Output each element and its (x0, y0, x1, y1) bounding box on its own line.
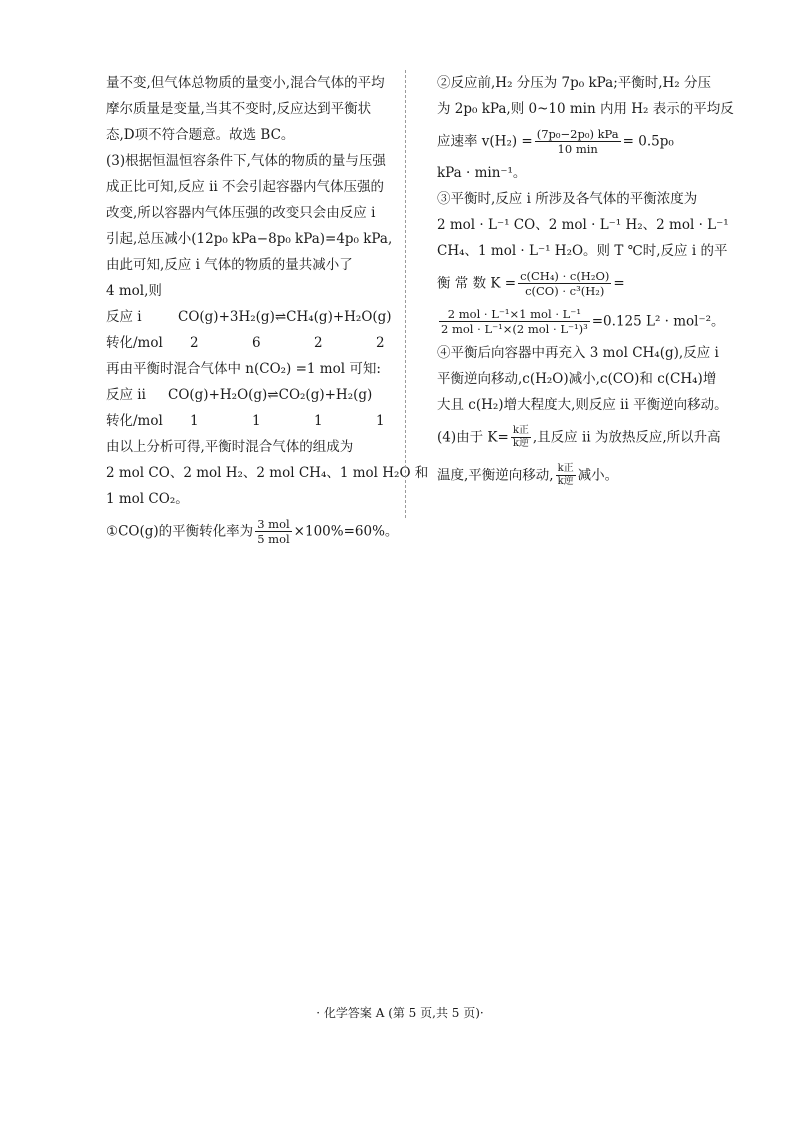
formula-text: ①CO(g)的平衡转化率为 (106, 523, 254, 540)
text-line: 引起,总压减小(12p₀ kPa−8p₀ kPa)=4p₀ kPa, (106, 231, 393, 247)
fraction-denominator: 5 mol (257, 532, 290, 546)
column-divider (405, 70, 406, 518)
equilibrium-constant-line (437, 264, 729, 302)
fraction-numerator: (7p₀−2p₀) kPa (536, 127, 619, 141)
fraction-numerator: k正 (512, 425, 529, 436)
text-line: 量不变,但气体总物质的量变小,混合气体的平均 (106, 75, 385, 91)
text-line: kPa · min⁻¹。 (437, 165, 527, 181)
reaction-i-conversion-row (106, 330, 396, 356)
fraction (556, 463, 576, 488)
fraction-numerator: c(CH₄) · c(H₂O) (520, 269, 610, 283)
fraction-denominator: k逆 (557, 476, 574, 487)
fraction-numerator: k正 (557, 463, 574, 474)
conversion-value: 6 (252, 335, 261, 351)
fraction-numerator: 3 mol (257, 517, 290, 531)
reaction-ii-conversion-row (106, 408, 396, 434)
text-line: (3)根据恒温恒容条件下,气体的物质的量与压强 (106, 153, 386, 169)
conversion-value: 1 (314, 413, 323, 429)
page-footer: · 化学答案 A (第 5 页,共 5 页)· (316, 1006, 484, 1020)
left-column (106, 70, 429, 550)
formula-text: 衡 常 数 K = (437, 275, 517, 292)
rate-formula-line (437, 122, 729, 160)
formula-text: = (613, 275, 625, 292)
text-line: 改变,所以容器内气体压强的改变只会由反应 ⅰ (106, 205, 376, 221)
equilibrium-value-line (437, 302, 729, 340)
fraction-denominator: 2 mol · L⁻¹×(2 mol · L⁻¹)³ (441, 322, 588, 336)
conversion-value: 2 (376, 335, 385, 351)
conversion-value: 2 (190, 335, 199, 351)
text-line: 由此可知,反应 ⅰ 气体的物质的量共减小了 (106, 257, 353, 273)
reaction-equation: CO(g)+3H₂(g)⇌CH₄(g)+H₂O(g) (178, 309, 392, 325)
rate-constant-line (437, 418, 729, 456)
text-line: 4 mol,则 (106, 283, 162, 299)
fraction-denominator: c(CO) · c³(H₂) (525, 284, 605, 298)
formula-text: 减小。 (577, 467, 619, 484)
reaction-i-equation (106, 304, 396, 330)
reaction-label: 反应 ⅱ (106, 387, 146, 403)
text-line: 由以上分析可得,平衡时混合气体的组成为 (106, 439, 354, 455)
conversion-value: 2 (314, 335, 323, 351)
text-line: 摩尔质量是变量,当其不变时,反应达到平衡状 (106, 101, 372, 117)
formula-text: (4)由于 K= (437, 429, 509, 446)
text-line: 2 mol CO、2 mol H₂、2 mol CH₄、1 mol H₂O 和 (106, 465, 429, 481)
fraction-numerator: 2 mol · L⁻¹×1 mol · L⁻¹ (439, 307, 590, 322)
formula-text: = 0.5p₀ (622, 133, 674, 150)
text-line: 大且 c(H₂)增大程度大,则反应 ⅱ 平衡逆向移动。 (437, 397, 728, 413)
conversion-label: 转化/mol (106, 335, 163, 351)
text-line: ②反应前,H₂ 分压为 7p₀ kPa;平衡时,H₂ 分压 (437, 75, 712, 91)
text-line: 1 mol CO₂。 (106, 491, 189, 507)
conversion-rate-line (106, 512, 399, 550)
conversion-value: 1 (190, 413, 199, 429)
reaction-label: 反应 ⅰ (106, 309, 142, 325)
formula-text: ,且反应 ⅱ 为放热反应,所以升高 (532, 429, 721, 446)
fraction (255, 517, 291, 546)
reaction-equation: CO(g)+H₂O(g)⇌CO₂(g)+H₂(g) (168, 387, 373, 403)
fraction (518, 269, 611, 298)
text-line: 态,D项不符合题意。故选 BC。 (106, 127, 295, 143)
text-line: ④平衡后向容器中再充入 3 mol CH₄(g),反应 ⅰ (437, 345, 719, 361)
text-line: ③平衡时,反应 ⅰ 所涉及各气体的平衡浓度为 (437, 191, 698, 207)
fraction (511, 425, 531, 450)
conversion-value: 1 (376, 413, 385, 429)
conclusion-line (437, 456, 729, 494)
conversion-label: 转化/mol (106, 413, 163, 429)
reaction-ii-equation (106, 382, 396, 408)
text-line: 再由平衡时混合气体中 n(CO₂) =1 mol 可知: (106, 361, 381, 377)
text-line: 2 mol · L⁻¹ CO、2 mol · L⁻¹ H₂、2 mol · L⁻¹ (437, 217, 729, 233)
text-line: 为 2p₀ kPa,则 0~10 min 内用 H₂ 表示的平均反 (437, 101, 734, 117)
fraction (535, 127, 621, 156)
formula-text: 温度,平衡逆向移动, (437, 467, 554, 484)
fraction-denominator: 10 min (557, 142, 598, 156)
formula-text: ×100%=60%。 (293, 523, 399, 540)
fraction (439, 307, 590, 336)
formula-text: =0.125 L² · mol⁻²。 (591, 313, 725, 330)
conversion-value: 1 (252, 413, 261, 429)
text-line: 平衡逆向移动,c(H₂O)减小,c(CO)和 c(CH₄)增 (437, 371, 717, 387)
fraction-denominator: k逆 (512, 438, 529, 449)
formula-text: 应速率 v(H₂) = (437, 133, 533, 150)
right-column (437, 70, 734, 494)
text-line: CH₄、1 mol · L⁻¹ H₂O。则 T ℃时,反应 ⅰ 的平 (437, 243, 728, 259)
text-line: 成正比可知,反应 ⅱ 不会引起容器内气体压强的 (106, 179, 385, 195)
